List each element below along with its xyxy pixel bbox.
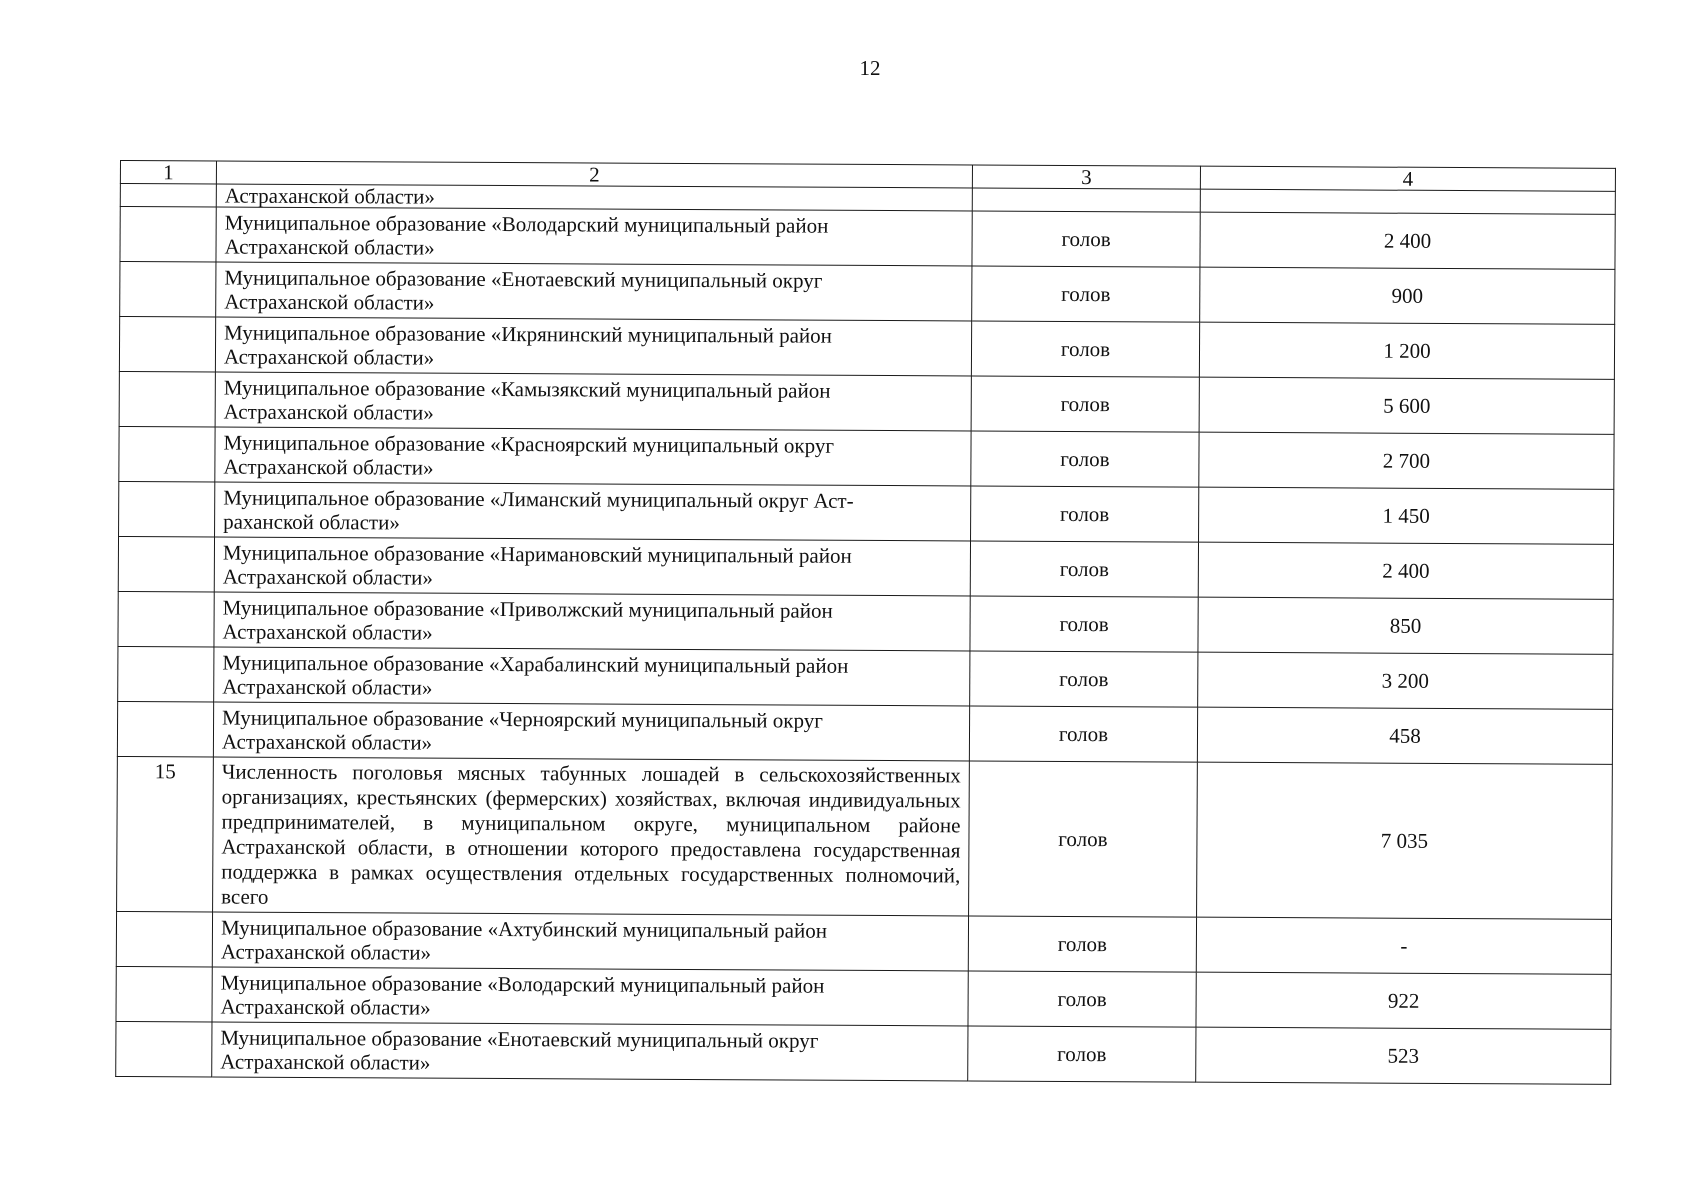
- row-value: 3 200: [1198, 652, 1613, 709]
- row-name-line-1: Муниципальное образование «Енотаевский муниципальный округ: [224, 265, 823, 293]
- row-value: 2 400: [1200, 212, 1615, 269]
- row-unit: голов: [968, 1026, 1196, 1082]
- table-row: [119, 481, 1614, 544]
- row-name-line-1: Муниципальное образование «Ахтубинский муниципальный район: [220, 915, 828, 943]
- row-number: [119, 481, 215, 537]
- row-name-line-2: Астраханской области»: [222, 674, 433, 700]
- row-name: [214, 647, 970, 706]
- row-name-line-2: Астраханской области»: [224, 289, 435, 315]
- row-name-line-2: Астраханской области»: [222, 619, 433, 645]
- row-name-line-1: Муниципальное образование «Камызякский муниципальный район: [223, 375, 831, 403]
- table-row: [119, 426, 1614, 489]
- row-value: 5 600: [1199, 377, 1614, 434]
- row-name: [216, 207, 972, 266]
- row-number: [120, 184, 216, 208]
- row-name-line-2: Астраханской области»: [220, 939, 432, 965]
- row-name-line-1: Муниципальное образование «Наримановский муниципальный район: [222, 540, 852, 568]
- row-unit: голов: [968, 916, 1196, 972]
- row-number: [116, 966, 212, 1022]
- row-number: [118, 646, 214, 702]
- column-header-1: 1: [120, 161, 216, 185]
- row-name: [216, 262, 972, 321]
- row-name: [214, 537, 970, 596]
- row-name-line-2: раханской области»: [223, 509, 400, 535]
- table-row: [116, 966, 1611, 1029]
- row-name: [215, 482, 971, 541]
- row-number: [119, 317, 215, 373]
- row-name-line-1: Муниципальное образование «Икрянинский муниципальный район: [224, 320, 832, 348]
- row-unit: голов: [971, 321, 1199, 377]
- row-name: [212, 1022, 968, 1081]
- data-table: [115, 160, 1616, 1085]
- row-value: 1 450: [1199, 487, 1614, 544]
- row-unit: голов: [970, 651, 1198, 707]
- row-number: [118, 591, 214, 647]
- row-number: [120, 207, 216, 263]
- row-name: [215, 427, 971, 486]
- row-name-line-1: Муниципальное образование «Черноярский муниципальный округ: [222, 705, 823, 733]
- column-header-2: 2: [216, 161, 972, 188]
- row-name-line-1: Муниципальное образование «Харабалинский муниципальный район: [222, 650, 849, 678]
- table-body: [116, 161, 1616, 1085]
- row-number: [116, 1021, 212, 1077]
- row-value: 850: [1198, 597, 1613, 654]
- row-unit: голов: [971, 486, 1199, 542]
- row-name-line-1: Муниципальное образование «Красноярский муниципальный округ: [223, 430, 835, 458]
- row-value: 7 035: [1197, 762, 1613, 919]
- row-unit: голов: [969, 761, 1198, 917]
- row-number: [118, 536, 214, 592]
- row-name-line-2: Астраханской области»: [220, 994, 431, 1020]
- row-name: [212, 912, 968, 971]
- table-row: [120, 207, 1615, 270]
- row-name-line-1: Муниципальное образование «Приволжский муниципальный район: [222, 595, 833, 623]
- row-number: [117, 701, 213, 757]
- row-unit: голов: [972, 211, 1200, 267]
- page-number: 12: [859, 56, 881, 80]
- row-unit: голов: [970, 596, 1198, 652]
- row-value: 1 200: [1199, 322, 1614, 379]
- row-name-line-1: Муниципальное образование «Лиманский муниципальный округ Аст-: [223, 485, 854, 513]
- row-value: [1200, 189, 1615, 214]
- column-header-4: 4: [1200, 166, 1615, 191]
- row-name: [214, 592, 970, 651]
- row-name-line-1: Муниципальное образование «Володарский муниципальный район: [220, 970, 825, 998]
- row-name-line-1: Муниципальное образование «Енотаевский муниципальный округ: [220, 1025, 819, 1053]
- table-row: [118, 646, 1613, 709]
- row-number: [120, 262, 216, 318]
- row-name-line-2: Астраханской области»: [222, 564, 434, 590]
- table-row: [119, 371, 1614, 434]
- row-number: [119, 426, 215, 482]
- row-name: [213, 702, 969, 761]
- table-row: [117, 701, 1612, 764]
- row-unit: голов: [968, 971, 1196, 1027]
- row-name-line-2: Астраханской области»: [221, 729, 433, 755]
- row-name: [212, 967, 968, 1026]
- row-value: -: [1196, 917, 1611, 974]
- row-name-line-2: Астраханской области»: [223, 454, 434, 480]
- table-row-item-15: [117, 756, 1613, 919]
- row-unit: [972, 188, 1200, 212]
- column-header-3: 3: [972, 165, 1200, 189]
- row-name: Астраханской области»: [216, 184, 972, 211]
- row-name: [215, 372, 971, 431]
- row-name-line-2: Астраханской области»: [223, 344, 435, 370]
- row-value: 922: [1196, 972, 1611, 1029]
- row-unit: голов: [970, 541, 1198, 597]
- table-row: [116, 911, 1611, 974]
- row-name-line-2: Астраханской области»: [224, 234, 435, 260]
- table-row: [118, 536, 1613, 599]
- row-name-line-2: Астраханской области»: [220, 1049, 431, 1075]
- row-value: 458: [1197, 707, 1612, 764]
- table-row: [118, 591, 1613, 654]
- row-unit: голов: [972, 266, 1200, 322]
- row-unit: голов: [971, 376, 1199, 432]
- table-row: [120, 262, 1615, 325]
- row-value: 2 400: [1198, 542, 1613, 599]
- row-name: [215, 317, 971, 376]
- row-value: 2 700: [1199, 432, 1614, 489]
- row-unit: голов: [971, 431, 1199, 487]
- row-name-line-2: Астраханской области»: [223, 399, 434, 425]
- table-row: [116, 1021, 1611, 1084]
- row-name: Численность поголовья мясных табунных лошадей в сельскохозяйственных организациях, крестьянских (фермерских) хозяйствах, включая индивидуальных предпринимателей, в муниципальном округе, муниципальном районе Астраханской области, в отношении которого предоставлена государственная поддержка в рамках осуществления отдельных государственных полномочий, всего: [213, 757, 970, 916]
- table-row: [119, 317, 1614, 380]
- row-value: 900: [1200, 267, 1615, 324]
- row-number: [116, 911, 212, 967]
- row-name-line-1: Муниципальное образование «Володарский муниципальный район: [224, 210, 829, 238]
- row-number: 15: [117, 756, 214, 912]
- row-unit: голов: [969, 706, 1197, 762]
- row-number: [119, 371, 215, 427]
- row-value: 523: [1196, 1027, 1611, 1084]
